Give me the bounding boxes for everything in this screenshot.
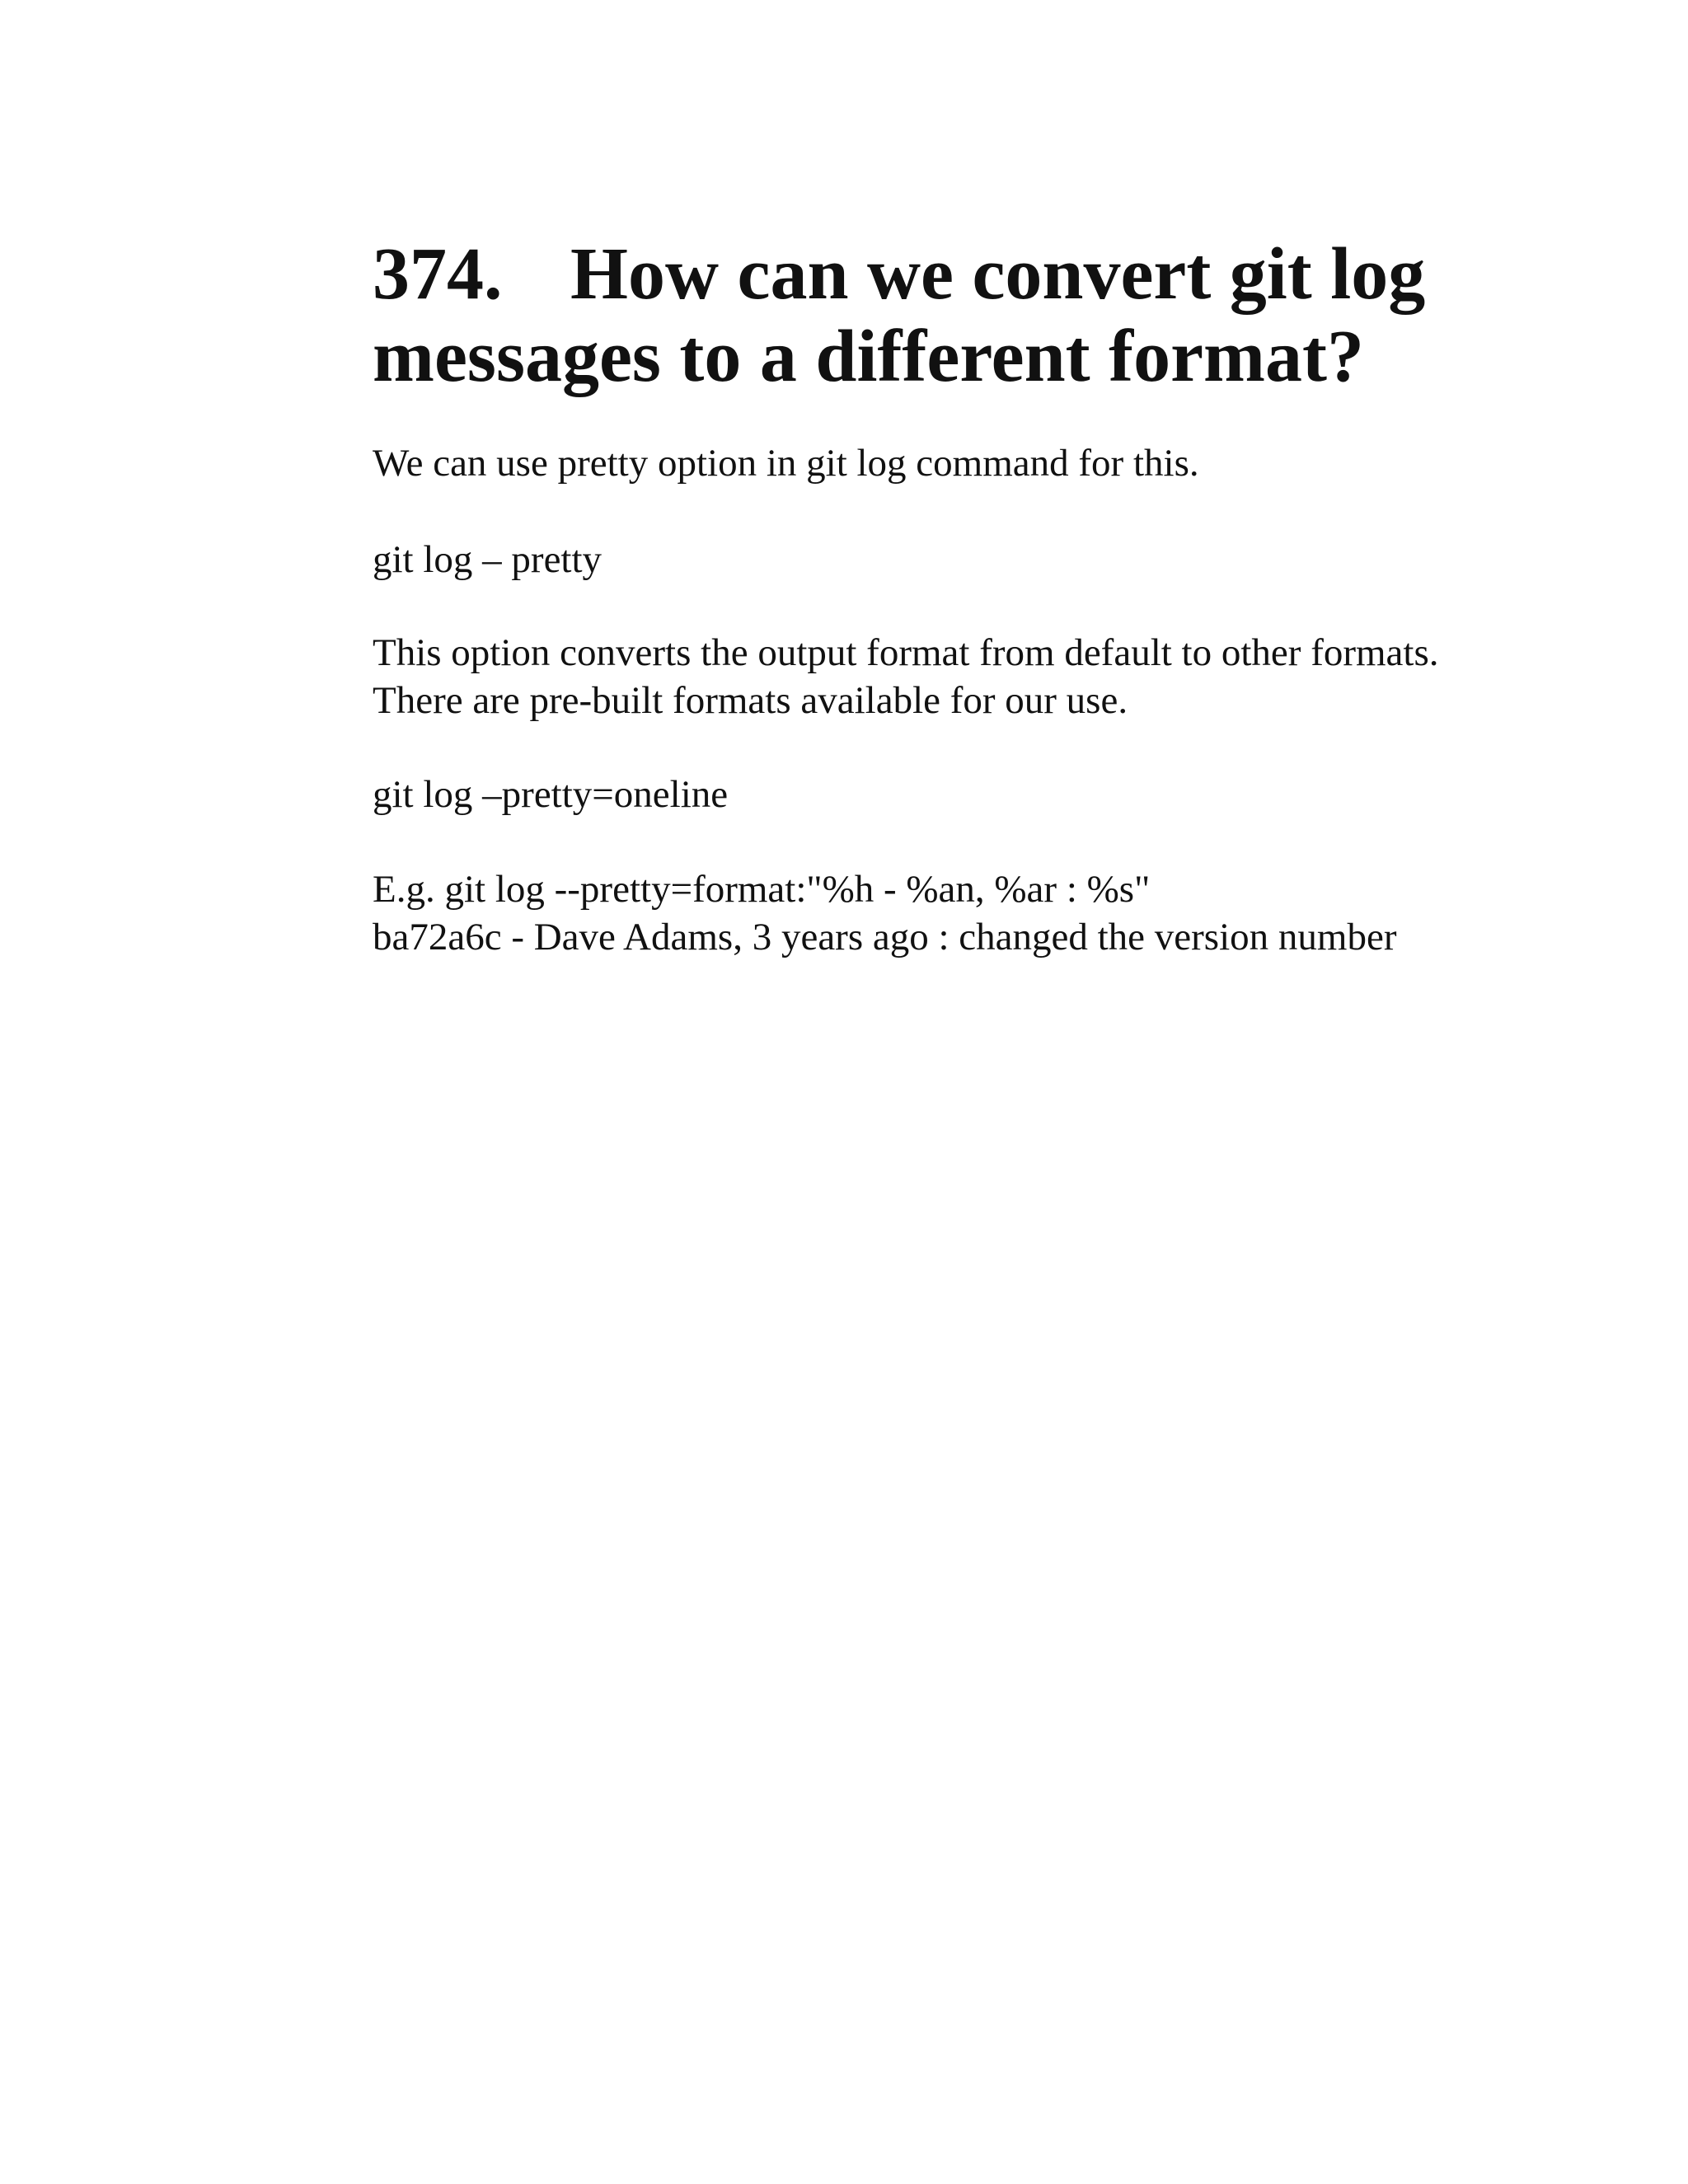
section-number: 374. bbox=[373, 233, 503, 315]
intro-paragraph: We can use pretty option in git log command for this. bbox=[373, 442, 1199, 485]
section-heading bbox=[373, 233, 1568, 398]
heading-title-line-2: messages to a different format? bbox=[373, 316, 1365, 397]
heading-title-line-1: How can we convert git log bbox=[570, 233, 1426, 315]
command-pretty: git log – pretty bbox=[373, 538, 603, 581]
example-output: ba72a6c - Dave Adams, 3 years ago : changed the version number bbox=[373, 916, 1397, 958]
description-line-1: This option converts the output format from default to other formats. bbox=[373, 631, 1439, 674]
description-line-2: There are pre-built formats available for our use. bbox=[373, 679, 1128, 722]
example-command: E.g. git log --pretty=format:"%h - %an, %ar : %s" bbox=[373, 868, 1151, 911]
command-oneline: git log –pretty=oneline bbox=[373, 773, 729, 816]
